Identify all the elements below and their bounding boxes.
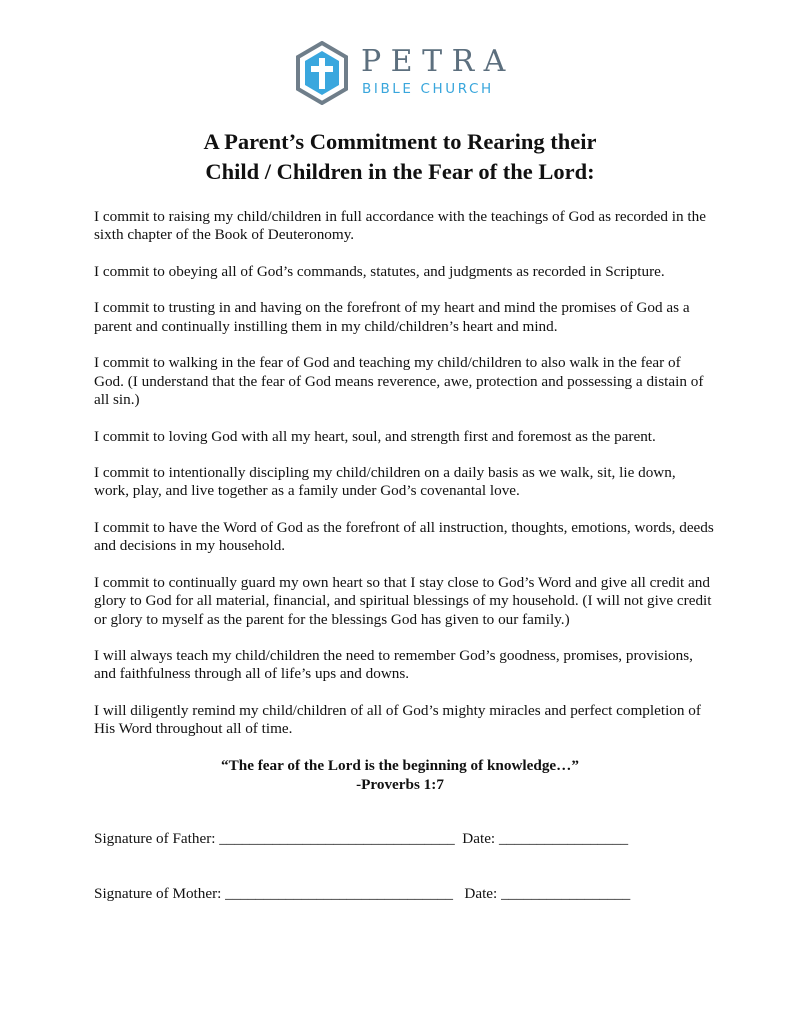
church-subtitle: BIBLE CHURCH — [362, 81, 494, 97]
document-title — [0, 127, 800, 187]
hexagon-cross-icon — [296, 41, 348, 105]
commitment-paragraph: I commit to continually guard my own heart so that I stay close to God’s Word and give all credit and glory to God for all material, financial, and spiritual blessings of my household. (I will not give credit or glory to myself as the parent for the blessings God has given to our family.) — [94, 573, 712, 628]
title-line-2: Child / Children in the Fear of the Lord: — [205, 159, 595, 184]
quote-reference: -Proverbs 1:7 — [356, 775, 444, 793]
commitment-paragraph: I commit to loving God with all my heart, soul, and strength first and foremost as the parent. — [94, 427, 656, 445]
church-name: PETRA — [361, 44, 515, 79]
church-logo — [296, 41, 516, 107]
commitment-paragraph: I commit to walking in the fear of God and teaching my child/children to also walk in the fear of God. (I understand that the fear of God means reverence, awe, protection and possessing a distain of all sin.) — [94, 354, 704, 408]
commitment-paragraph: I will diligently remind my child/children of all of God’s mighty miracles and perfect completion of His Word throughout all of time. — [94, 702, 701, 738]
quote-text: “The fear of the Lord is the beginning of knowledge…” — [221, 757, 579, 774]
commitment-paragraph: I will always teach my child/children the need to remember God’s goodness, promises, provisions, and faithfulness through all of life’s ups and downs. — [94, 647, 693, 683]
commitment-paragraph: I commit to trusting in and having on the forefront of my heart and mind the promises of God as a parent and continually instilling them in my child/children’s heart and mind. — [94, 299, 690, 335]
mother-signature-line[interactable]: Signature of Mother: ______________________________ Date: _________________ — [94, 885, 631, 902]
commitment-list — [94, 208, 714, 757]
commitment-paragraph: I commit to obeying all of God’s commands, statutes, and judgments as recorded in Scripture. — [94, 262, 665, 280]
commitment-paragraph: I commit to have the Word of God as the forefront of all instruction, thoughts, emotions, words, deeds and decisions in my household. — [94, 519, 714, 555]
scripture-quote — [0, 757, 800, 794]
commitment-paragraph: I commit to intentionally discipling my child/children on a daily basis as we walk, sit, lie down, work, play, and live together as a family under God’s covenantal love. — [94, 464, 676, 500]
commitment-paragraph: I commit to raising my child/children in full accordance with the teachings of God as recorded in the sixth chapter of the Book of Deuteronomy. — [94, 208, 706, 244]
father-signature-line[interactable]: Signature of Father: _______________________________ Date: _________________ — [94, 830, 629, 847]
title-line-1: A Parent’s Commitment to Rearing their — [203, 129, 597, 154]
